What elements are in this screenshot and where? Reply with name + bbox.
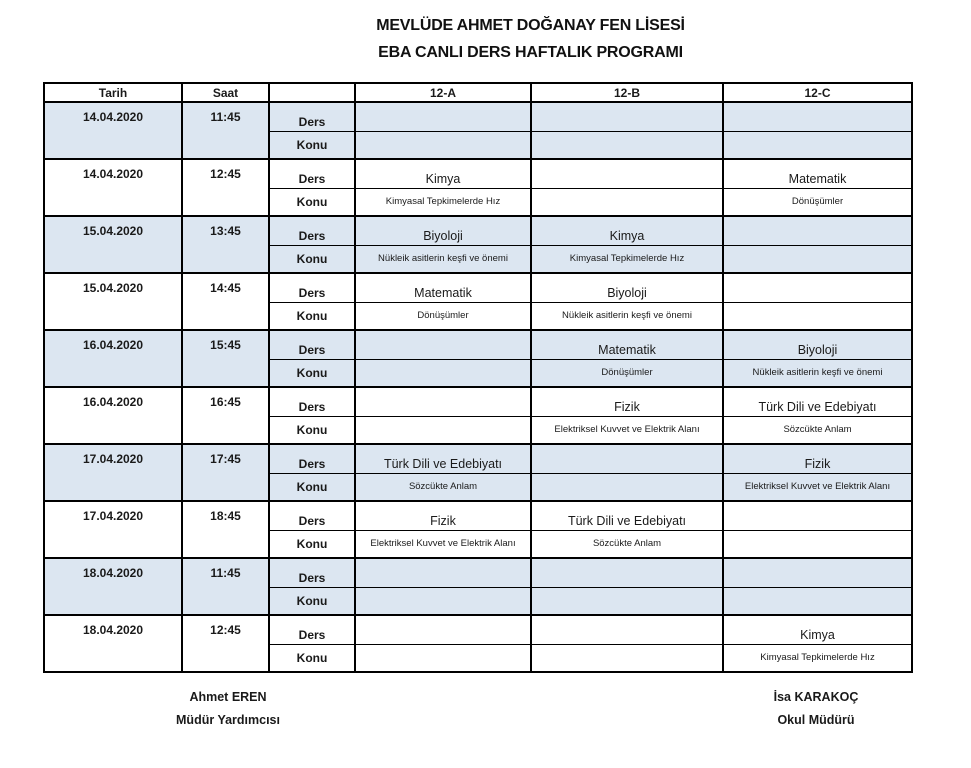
topic-cell-12a: Kimyasal Tepkimelerde Hız — [355, 188, 531, 216]
lesson-row-label: Ders — [269, 216, 355, 245]
signature-right — [686, 689, 946, 728]
date-text: 16.04.2020 — [82, 394, 144, 409]
header-class-12c: 12-C — [723, 83, 912, 102]
lesson-cell-12b: Biyoloji — [531, 273, 723, 302]
lesson-cell-12b — [531, 615, 723, 644]
topic-cell-12c: Nükleik asitlerin keşfi ve önemi — [723, 359, 912, 387]
time-cell — [182, 330, 269, 387]
time-text: 11:45 — [210, 565, 241, 580]
program-title: EBA CANLI DERS HAFTALIK PROGRAMI — [378, 44, 683, 61]
topic-cell-12b — [531, 587, 723, 615]
signature-left — [98, 689, 358, 728]
date-cell — [44, 444, 182, 501]
time-text: 17:45 — [210, 451, 241, 466]
lesson-cell-12a — [355, 387, 531, 416]
lesson-cell-12c — [723, 501, 912, 530]
lesson-row-label: Ders — [269, 558, 355, 587]
topic-cell-12c — [723, 587, 912, 615]
date-cell — [44, 387, 182, 444]
lesson-cell-12b — [531, 102, 723, 131]
topic-cell-12a — [355, 416, 531, 444]
topic-row-label: Konu — [269, 188, 355, 216]
lesson-row — [44, 330, 912, 359]
lesson-cell-12a: Biyoloji — [355, 216, 531, 245]
topic-cell-12a — [355, 359, 531, 387]
school-name: MEVLÜDE AHMET DOĞANAY FEN LİSESİ — [376, 17, 685, 34]
date-text: 16.04.2020 — [82, 337, 144, 352]
time-text: 13:45 — [210, 223, 241, 238]
lesson-cell-12c: Fizik — [723, 444, 912, 473]
lesson-row-label: Ders — [269, 159, 355, 188]
topic-cell-12b — [531, 131, 723, 159]
topic-cell-12b — [531, 188, 723, 216]
time-cell — [182, 615, 269, 672]
vice-principal-name: Ahmet EREN — [189, 690, 267, 704]
lesson-row — [44, 273, 912, 302]
topic-row-label: Konu — [269, 359, 355, 387]
topic-row-label: Konu — [269, 302, 355, 330]
topic-cell-12c — [723, 302, 912, 330]
time-text: 11:45 — [210, 109, 241, 124]
date-cell — [44, 330, 182, 387]
topic-row-label: Konu — [269, 587, 355, 615]
topic-cell-12b — [531, 644, 723, 672]
time-text: 15:45 — [210, 337, 241, 352]
lesson-row — [44, 615, 912, 644]
topic-row-label: Konu — [269, 416, 355, 444]
header-row — [44, 83, 912, 102]
header-time: Saat — [182, 83, 269, 102]
topic-row-label: Konu — [269, 131, 355, 159]
date-text: 14.04.2020 — [82, 166, 144, 181]
lesson-row — [44, 216, 912, 245]
topic-cell-12c: Sözcükte Anlam — [723, 416, 912, 444]
principal-name: İsa KARAKOÇ — [773, 690, 859, 704]
time-cell — [182, 444, 269, 501]
document-title — [45, 12, 971, 66]
topic-cell-12b: Dönüşümler — [531, 359, 723, 387]
lesson-row-label: Ders — [269, 102, 355, 131]
date-cell — [44, 558, 182, 615]
date-text: 15.04.2020 — [82, 280, 144, 295]
date-cell — [44, 159, 182, 216]
lesson-cell-12a — [355, 615, 531, 644]
lesson-row-label: Ders — [269, 387, 355, 416]
topic-cell-12a — [355, 131, 531, 159]
topic-cell-12c — [723, 245, 912, 273]
date-text: 14.04.2020 — [82, 109, 144, 124]
header-label — [269, 83, 355, 102]
lesson-cell-12c — [723, 558, 912, 587]
time-text: 14:45 — [210, 280, 241, 295]
time-cell — [182, 273, 269, 330]
lesson-row-label: Ders — [269, 501, 355, 530]
topic-cell-12b: Kimyasal Tepkimelerde Hız — [531, 245, 723, 273]
time-cell — [182, 102, 269, 159]
lesson-cell-12b: Türk Dili ve Edebiyatı — [531, 501, 723, 530]
date-cell — [44, 615, 182, 672]
lesson-row — [44, 501, 912, 530]
lesson-cell-12c: Türk Dili ve Edebiyatı — [723, 387, 912, 416]
lesson-cell-12b: Fizik — [531, 387, 723, 416]
topic-row-label: Konu — [269, 473, 355, 501]
vice-principal-title: Müdür Yardımcısı — [176, 713, 280, 727]
date-text: 15.04.2020 — [82, 223, 144, 238]
lesson-cell-12a: Fizik — [355, 501, 531, 530]
lesson-cell-12b — [531, 159, 723, 188]
lesson-row — [44, 444, 912, 473]
date-text: 18.04.2020 — [82, 622, 144, 637]
lesson-cell-12b: Kimya — [531, 216, 723, 245]
lesson-row-label: Ders — [269, 444, 355, 473]
time-cell — [182, 159, 269, 216]
lesson-cell-12a: Matematik — [355, 273, 531, 302]
weekly-schedule-table — [43, 82, 913, 673]
topic-cell-12a: Nükleik asitlerin keşfi ve önemi — [355, 245, 531, 273]
date-text: 17.04.2020 — [82, 508, 144, 523]
lesson-cell-12c: Biyoloji — [723, 330, 912, 359]
lesson-cell-12a — [355, 330, 531, 359]
lesson-cell-12b — [531, 444, 723, 473]
header-date: Tarih — [44, 83, 182, 102]
topic-cell-12a — [355, 587, 531, 615]
time-cell — [182, 387, 269, 444]
principal-title: Okul Müdürü — [777, 713, 855, 727]
date-cell — [44, 216, 182, 273]
topic-cell-12c: Elektriksel Kuvvet ve Elektrik Alanı — [723, 473, 912, 501]
lesson-row — [44, 387, 912, 416]
lesson-cell-12c: Kimya — [723, 615, 912, 644]
lesson-cell-12a: Türk Dili ve Edebiyatı — [355, 444, 531, 473]
schedule-body — [44, 83, 912, 672]
time-cell — [182, 558, 269, 615]
lesson-row-label: Ders — [269, 273, 355, 302]
date-cell — [44, 501, 182, 558]
header-class-12a: 12-A — [355, 83, 531, 102]
topic-cell-12b: Sözcükte Anlam — [531, 530, 723, 558]
time-text: 16:45 — [210, 394, 241, 409]
lesson-row — [44, 159, 912, 188]
lesson-row-label: Ders — [269, 615, 355, 644]
lesson-cell-12c: Matematik — [723, 159, 912, 188]
topic-row-label: Konu — [269, 245, 355, 273]
topic-cell-12b: Elektriksel Kuvvet ve Elektrik Alanı — [531, 416, 723, 444]
topic-cell-12a: Elektriksel Kuvvet ve Elektrik Alanı — [355, 530, 531, 558]
lesson-cell-12a — [355, 558, 531, 587]
lesson-cell-12a — [355, 102, 531, 131]
time-cell — [182, 501, 269, 558]
topic-cell-12c — [723, 131, 912, 159]
date-text: 17.04.2020 — [82, 451, 144, 466]
topic-cell-12a: Sözcükte Anlam — [355, 473, 531, 501]
topic-row-label: Konu — [269, 644, 355, 672]
date-text: 18.04.2020 — [82, 565, 144, 580]
lesson-cell-12c — [723, 102, 912, 131]
time-text: 18:45 — [210, 508, 241, 523]
lesson-cell-12a: Kimya — [355, 159, 531, 188]
topic-cell-12c: Dönüşümler — [723, 188, 912, 216]
date-cell — [44, 273, 182, 330]
lesson-row — [44, 558, 912, 587]
lesson-cell-12c — [723, 273, 912, 302]
date-cell — [44, 102, 182, 159]
time-cell — [182, 216, 269, 273]
lesson-cell-12c — [723, 216, 912, 245]
time-text: 12:45 — [210, 166, 241, 181]
topic-cell-12b: Nükleik asitlerin keşfi ve önemi — [531, 302, 723, 330]
header-class-12b: 12-B — [531, 83, 723, 102]
time-text: 12:45 — [210, 622, 241, 637]
lesson-cell-12b — [531, 558, 723, 587]
lesson-row-label: Ders — [269, 330, 355, 359]
topic-row-label: Konu — [269, 530, 355, 558]
topic-cell-12b — [531, 473, 723, 501]
topic-cell-12a: Dönüşümler — [355, 302, 531, 330]
topic-cell-12c — [723, 530, 912, 558]
topic-cell-12a — [355, 644, 531, 672]
lesson-row — [44, 102, 912, 131]
topic-cell-12c: Kimyasal Tepkimelerde Hız — [723, 644, 912, 672]
lesson-cell-12b: Matematik — [531, 330, 723, 359]
